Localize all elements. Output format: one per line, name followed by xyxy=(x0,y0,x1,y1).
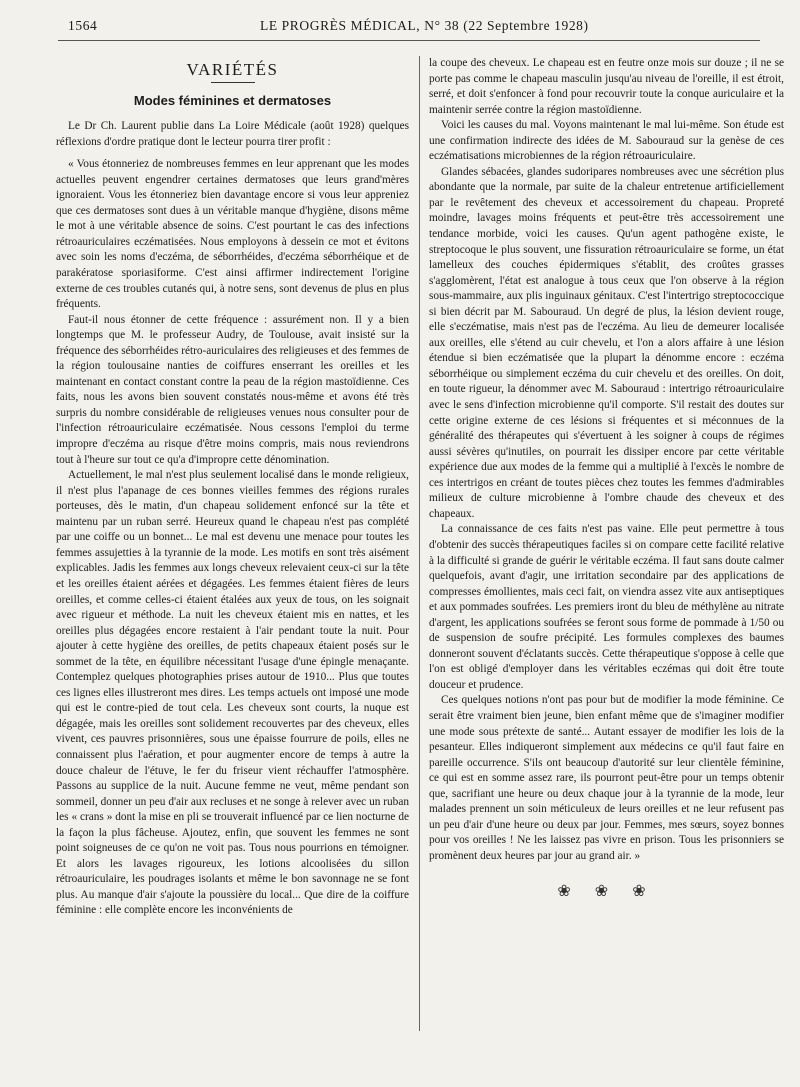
section-title: VARIÉTÉS xyxy=(186,60,279,79)
paragraph: La connaissance de ces faits n'est pas vaine. Elle peut permettre à tous d'obtenir des succès thérapeutiques faciles si on compare cette facilité relative à la difficulté si grande de guérir le véritable eczéma. Il faut sans doute calmer quelquefois, avant d'agir, une irritation secondaire par des applications de compresses émollientes, mais ceci fait, on viendra assez vite aux antiseptiques et aux pommades soufrées. Les premiers iront du bleu de méthylène au nitrate d'argent, les applications soufrées se feront sous forme de pommade à 1/50 ou de suspension de soufre précipité. Les formules complexes des baumes donneront souvent d'éclatants succès. Cette thérapeutique s'oppose à celle que l'on est obligé d'employer dans les véritables eczémas qui doit être toute douceur et prudence. xyxy=(429,523,784,691)
right-column xyxy=(429,56,784,1071)
left-column xyxy=(56,56,409,1071)
paragraph: Voici les causes du mal. Voyons maintenant le mal lui-même. Son étude est une confirmation indirecte des idées de M. Sabouraud sur la genèse de ces eczématisations microbiennes de la région rétroauriculaire. xyxy=(429,119,784,163)
paragraph: la coupe des cheveux. Le chapeau est en feutre onze mois sur douze ; il ne se porte pas comme le chapeau masculin jusqu'au niveau de l'oreille, il est étroit, serré, et doit s'enfoncer à fond pour recouvrir toute la conque auriculaire et la maintenir serrée contre la région mastoïdienne. xyxy=(429,57,784,116)
page-number: 1564 xyxy=(68,18,98,33)
article-title: Modes féminines et dermatoses xyxy=(133,92,332,108)
flower-ornament-icon: ❀ ❀ ❀ xyxy=(557,883,656,901)
running-head xyxy=(50,18,760,36)
paragraph: Actuellement, le mal n'est plus seulement localisé dans le monde religieux, il n'est plus l'apanage de ces bonnes vieilles femmes des régions rurales porteuses, dès le matin, d'un chapeau solidement enfoncé sur la tête et maintenu par un ruban serré. Heureux quand le chapeau n'est pas complété par une coiffe ou un bonnet... Le mal est devenu une menace pour toutes les femmes assujetties à la tyrannie de la mode. Les motifs en sont très aisément explicables. Jadis les femmes aux longs cheveux relevaient ceux-ci sur la tête et les oreilles étaient aérées et dégagées. Les femmes étaient fières de leurs oreilles, et comme celles-ci étaient étalées aux yeux de tous, on les soignait avec rigueur et méthode. La nuit les cheveux étaient mis en nattes, et les oreilles plus dégagées encore restaient à l'air pendant toute la nuit. Pour ajouter à cette hygiène des oreilles, de petits chapeaux étaient posés sur le sommet de la tête, en équilibre nécessitant l'usage d'une épingle menaçante. Contemplez quelques photographies prises autour de 1910... Plus que toutes ces lignes elles illustreront mes dires. Les temps actuels ont imposé une mode qui est le contre-pied de tout cela. Les cheveux sont courts, la nuque est dégagée, mais les oreilles sont solidement recouvertes par des cheveux, elles vivent, ces pauvres prisonnières, sous une épaisse fourrure de poils, elles ne connaissent plus l'aération, et pour augmenter encore de temps à autre la douce chaleur de l'étuve, le fer du friseur vient réchauffer l'atmosphère. Passons au supplice de la nuit. Aucune femme ne veut, même pendant son sommeil, donner un peu d'air aux recluses et ne songe à relever avec un ruban les « crans » dont la mise en pli se trouverait influencé par ce lien nocturne de la façon la plus fâcheuse. Ajoutez, enfin, que souvent les femmes ne sont point soigneuses de ce qu'on ne voit pas. Tous nous pourrions en témoigner. Et alors les lavages rigoureux, les lotions alcoolisées du sillon rétroauriculaire, les poudrages isolants et même le bon savonnage ne se font plus. Au manque d'air s'ajoute la poussière du local... Que dire de la coiffure féminine : elle complète encore les inconvénients de xyxy=(56,469,409,917)
journal-title: LE PROGRÈS MÉDICAL, N° 38 (22 Septembre 1928) xyxy=(260,18,589,33)
paragraph: Faut-il nous étonner de cette fréquence : assurément non. Il y a bien longtemps que M. le professeur Audry, de Toulouse, avait insisté sur la fréquence des séborrhéides rétro-auriculaires des religieuses et des femmes de la région toulousaine nanties de coiffures enserrant les oreilles et les maintenant en contact constant contre la peau de la région mastoïdienne. Ces faits, nous les avons bien souvent constatés nous-même et avons été très surpris du nombre considérable de religieuses venues nous consulter pour de l'infection rétroauriculaire eczématisée. Nous cessons l'emploi du terme impropre d'eczéma au risque d'être moins compris, mais nous reviendrons tout à l'heure sur tout ce qu'a d'impropre cette dénomination. xyxy=(56,313,409,466)
paragraph: Le Dr Ch. Laurent publie dans La Loire Médicale (août 1928) quelques réflexions d'ordre pratique dont le lecteur pourra tirer profit : xyxy=(56,120,409,148)
paragraph: Glandes sébacées, glandes sudoripares nombreuses avec une sécrétion plus abondante que la normale, par suite de la chaleur entretenue artificiellement par le revêtement des cheveux et accessoirement du chapeau. Propreté moindre, lavages moins fréquents et peut-être très accessoirement une tendance morbide, voici les causes. Qu'un agent pathogène existe, le streptocoque le plus souvent, une fissuration rétroauriculaire se forme, un état lamelleux des couches épidermiques s'établit, des croûtes grasses s'agglomèrent, l'état est analogue à tous ceux que l'on observe à la région sous-mammaire, aux plis inguinaux génitaux. C'est l'intertrigo streptococcique si bien décrit par M. Sabouraud. Un degré de plus, la lésion devient rouge, elle s'eczématise, mais n'est pas de l'eczéma. Au lieu de demeurer localisée aux oreilles, elle s'étend au cuir chevelu, et l'on a alors affaire à une lésion étendue si bien eczématisée que la plupart la dénomme encore : eczéma séborrhéique ou simplement eczéma du cuir chevelu et des oreilles. On doit, en toute rigueur, la dénommer avec M. Sabouraud : intertrigo rétroauriculaire avec le sens d'infection microbienne qu'il comporte. S'il restait des doutes sur cette origine externe de ces lésions si fréquentes et si méconnues de la généralité des thérapeutes qui s'évertuent à les soigner à coups de régimes aussi sévères qu'inutiles, on pourrait les dissiper encore par cette véritable expérience due aux modes de la femme qui a multiplié à l'excès le nombre de ces intertrigos en créant de toutes pièces chez toutes les femmes d'admirables milieux de culture microbienne à l'ombre chaude des cheveux et des chapeaux. xyxy=(429,165,784,520)
paragraph: Ces quelques notions n'ont pas pour but de modifier la mode féminine. Ce serait être vraiment bien jeune, bien enfant même que de s'imaginer modifier une mode sous prétexte de santé... Autant essayer de modifier les lois de la pesanteur. Elles indiqueront simplement aux médecins ce qu'il faut faire en pareille occurrence. S'ils ont beaucoup d'autorité sur leur clientèle féminine, ce qui est en somme assez rare, ils pourront peut-être pour un temps obtenir que, sacrifiant une heure ou deux chaque jour à la tyrannie de la mode, leur malades prennent un soin méticuleux de leurs oreilles et ne leur refusent pas un peu d'air d'une heure ou deux par jour. Femmes, mes sœurs, soyez bonnes pour vos oreilles ! Ne les laissez pas vivre en prison. Tous les prisonniers se promènent deux heures par jour au grand air. » xyxy=(429,694,784,862)
section-title-rule xyxy=(211,82,255,83)
paragraph: « Vous étonneriez de nombreuses femmes en leur apprenant que les modes actuelles peuvent engendrer certaines dermatoses que leurs grand'mères ignoraient. Vous les étonneriez bien davantage encore si vous leur appreniez que ces dermatoses sont dues à un véritable manque d'hygiène, disons même le mot à une véritable absence de soins. C'est pourtant le cas des infections rétroauriculaires eczématisées. Nous employons à dessein ce mot et évitons avec soin les noms d'eczéma, de séborrhéides, d'eczéma séborrhéique et de parakératose sporiasiforme. C'est ainsi affirmer indirectement l'origine externe de ces troubles cutanés qui, à notre sens, sont devenus de plus en plus fréquents. xyxy=(56,158,409,311)
column-divider xyxy=(419,56,420,1031)
header-rule xyxy=(58,40,760,41)
